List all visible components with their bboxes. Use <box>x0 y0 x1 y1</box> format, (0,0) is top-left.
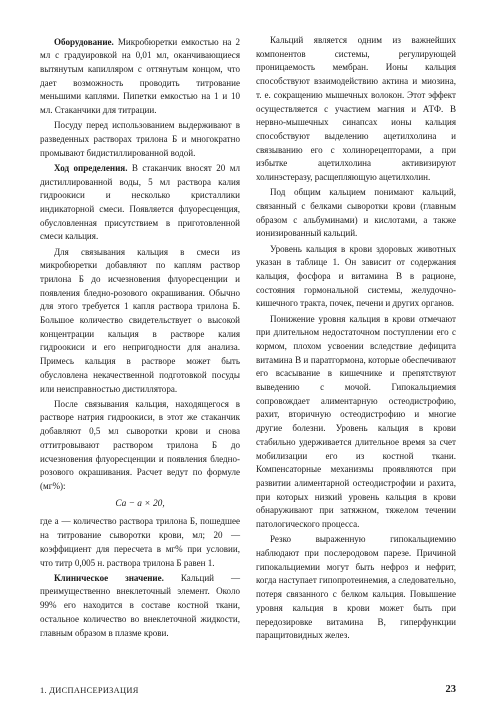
paragraph-glassware: Посуду перед использованием выдерживают в разведенных растворах трилона Б и многократно промывают бидистиллированной водой. <box>40 120 240 158</box>
left-column <box>40 34 240 640</box>
paragraph-calcium-level: Уровень кальция в крови здоровых животных указан в таблице 1. Он зависит от содержания кальция, фосфора и витамина В в рационе, состояния гормональной системы, желудочно-кишечного тракта, почек, печени и других органов. <box>256 243 456 309</box>
right-column <box>256 34 456 643</box>
clinical-heading: Клиническое значение. <box>54 572 164 583</box>
procedure-heading: Ход определения. <box>54 162 128 173</box>
paragraph-total-calcium: Под общим кальцием понимают кальций, связанный с белками сыворотки крови (главным образом с альбуминами) и кислотами, а также ионизированный кальций. <box>256 187 456 239</box>
paragraph-binding: Для связывания кальция в смеси из микробюретки добавляют по каплям раствор трилона Б до исчезновения флуоресценции и появления бледно-розового окрашивания. Обычно для этого требуется 1 капля раствора трилона Б. Большое количество свидетельствует о высокой концентрации кальция в растворе калия гидроокиси и его непригодности для анализа. Примесь кальция в растворе может быть обусловлена некачественной подготовкой посуды или неисправностью дистиллятора. <box>40 246 240 394</box>
equipment-heading: Оборудование. <box>54 36 114 47</box>
paragraph-severe-hypocalcemia: Резко выраженную гипокальциемию наблюдают при послеродовом парезе. Причиной гипокальциемии могут быть нефроз и нефрит, когда наступает гипопротеинемия, а следовательно, потеря связанного с белком кальция. Повышение уровня кальция в крови может быть при передозировке витамина В, гиперфункции паращитовидных желез. <box>256 534 456 641</box>
calcium-formula: Ca − a × 20, <box>115 498 165 509</box>
page-footer <box>40 684 456 698</box>
paragraph-equipment <box>40 36 240 118</box>
equipment-text: Микробюретки емкостью на 2 мл с градуировкой на 0,01 мл, оканчивающиеся вытянутым капилляром с оттянутым концом, что дает возможность проводить титрование меньшими каплями. Пипетки емкостью на 1 и 10 мл. Стаканчики для титрации. <box>40 36 240 116</box>
paragraph-clinical <box>40 572 240 641</box>
procedure-text: В стаканчик вносят 20 мл дистиллированной воды, 5 мл раствора калия гидроокиси и несколько кристаллики индикаторной смеси. Появляется флуоресценция, обусловленная присутствием в приготовленной смеси кальция. <box>40 162 240 242</box>
footer-section-title: 1. ДИСПАНСЕРИЗАЦИЯ <box>40 686 139 695</box>
page-number: 23 <box>445 684 456 695</box>
paragraph-hypocalcemia: Понижение уровня кальция в крови отмечают при длительном недостаточном поступлении его с кормом, плохом усвоении вследствие дефицита витамина В и паратгормона, которые обеспечивают его всасывание в кишечнике и препятствуют выведению с мочой. Гипокальциемия сопровождает алиментарную остеодистрофию, рахит, вторичную остеодистрофию и многие другие болезни. Уровень кальция в крови стабильно удерживается длительное время за счет мобилизации его из костной ткани. Компенсаторные механизмы проявляются при развитии алиментарной остеодистрофии и рахита, при которых низкий уровень кальция в крови обнаруживают при затяжном, тяжелом течении патологического процесса. <box>256 313 456 530</box>
paragraph-procedure <box>40 162 240 244</box>
paragraph-formula-legend: где а — количество раствора трилона Б, пошедшее на титрование сыворотки крови, мл; 20 — коэффициент для пересчета в мг% при условии, что титр 0,005 н. раствора трилона Б равен 1. <box>40 516 240 568</box>
paragraph-titration: После связывания кальция, находящегося в растворе натрия гидроокиси, в этот же стаканчик добавляют 0,5 мл сыворотки крови и снова оттитровывают раствором трилона Б до исчезновения флуоресценции и появления бледно-розового окрашивания. Расчет ведут по формуле (мг%): <box>40 398 240 491</box>
clinical-text: Кальций — преимущественно внеклеточный элемент. Около 99% его находится в составе костной ткани, остальное количество во внеклеточной жидкости, главным образом в плазме крови. <box>40 572 240 638</box>
paragraph-calcium-role: Кальций является одним из важнейших компонентов системы, регулирующей проницаемость мембран. Ионы кальция способствуют взаимодействию актина и миозина, т. е. сокращению мышечных волокон. Этот эффект осуществляется с участием магния и АТФ. В нервно-мышечных синапсах ионы кальция способствуют выделению ацетилхолина и связыванию его с холинорецепторами, а при избытке ацетилхолина активизируют холинэстеразу, расщепляющую ацетилхолин. <box>256 35 456 183</box>
